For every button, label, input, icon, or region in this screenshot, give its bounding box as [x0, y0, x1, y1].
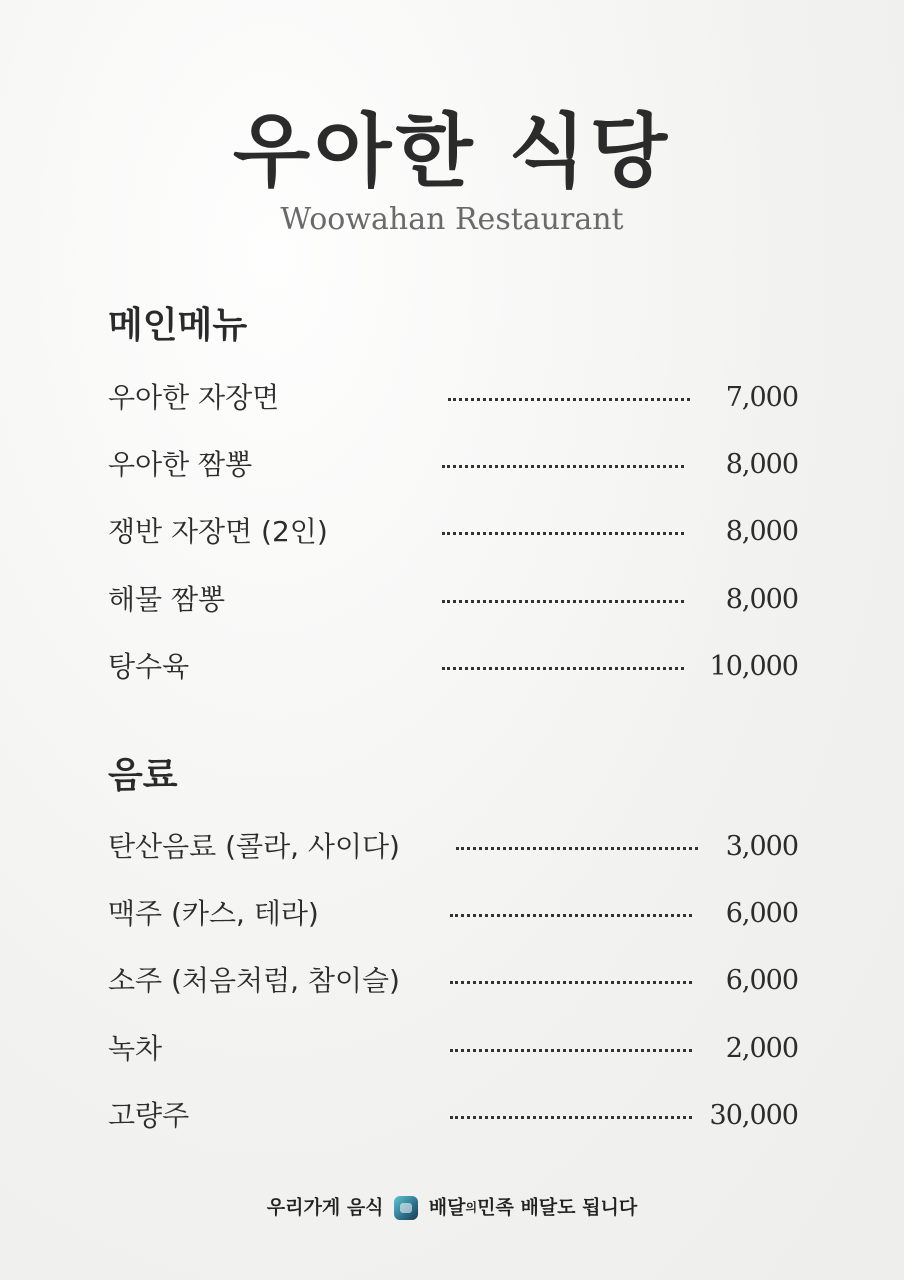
menu-item-price: 8,000	[725, 584, 798, 615]
menu-row	[108, 645, 798, 689]
delivery-footer	[0, 1190, 904, 1225]
menu-item-name: 우아한 짬뽕	[108, 448, 253, 481]
dot-leader	[448, 398, 690, 401]
restaurant-subtitle: Woowahan Restaurant	[280, 202, 624, 237]
menu-item-name: 녹차	[108, 1032, 163, 1065]
dot-leader	[450, 1116, 692, 1119]
dot-leader	[442, 465, 684, 468]
menu-item-name: 맥주 (카스, 테라)	[108, 897, 319, 930]
section-title-drinks: 음료	[108, 755, 178, 796]
menu-item-name: 탄산음료 (콜라, 사이다)	[108, 830, 400, 863]
menu-item-name: 우아한 자장면	[108, 381, 280, 414]
dot-leader	[450, 1049, 692, 1052]
menu-row	[108, 825, 798, 869]
dot-leader	[450, 914, 692, 917]
dot-leader	[442, 600, 684, 603]
menu-row	[108, 1027, 798, 1071]
menu-item-price: 8,000	[725, 449, 798, 480]
menu-row	[108, 959, 798, 1003]
menu-item-price: 10,000	[709, 651, 798, 682]
baemin-app-icon	[394, 1196, 418, 1220]
dot-leader	[450, 981, 692, 984]
menu-item-price: 6,000	[725, 965, 798, 996]
menu-item-name: 소주 (처음처럼, 참이슬)	[108, 964, 400, 997]
menu-item-price: 6,000	[725, 898, 798, 929]
menu-row	[108, 443, 798, 487]
menu-item-name: 해물 짬뽕	[108, 583, 226, 616]
footer-brand-part1: 배달	[428, 1196, 466, 1219]
menu-row	[108, 510, 798, 554]
menu-row	[108, 892, 798, 936]
footer-suffix: 배달도 됩니다	[520, 1196, 638, 1219]
menu-item-name: 탕수육	[108, 650, 190, 683]
menu-row	[108, 578, 798, 622]
menu-item-price: 30,000	[709, 1100, 798, 1131]
menu-item-price: 8,000	[725, 516, 798, 547]
menu-item-price: 2,000	[725, 1033, 798, 1064]
dot-leader	[442, 532, 684, 535]
footer-brand-part2: 의	[465, 1200, 478, 1215]
dot-leader	[442, 667, 684, 670]
menu-row	[108, 1094, 798, 1138]
menu-item-name: 고량주	[108, 1099, 190, 1132]
menu-row	[108, 376, 798, 420]
menu-item-price: 7,000	[725, 382, 798, 413]
footer-prefix: 우리가게 음식	[266, 1196, 384, 1219]
menu-item-price: 3,000	[725, 831, 798, 862]
menu-item-name: 쟁반 자장면 (2인)	[108, 515, 328, 548]
dot-leader	[456, 847, 698, 850]
restaurant-title: 우아한 식당	[232, 105, 672, 198]
section-title-main-menu: 메인메뉴	[108, 305, 248, 346]
footer-brand-part3: 민족	[477, 1196, 514, 1219]
